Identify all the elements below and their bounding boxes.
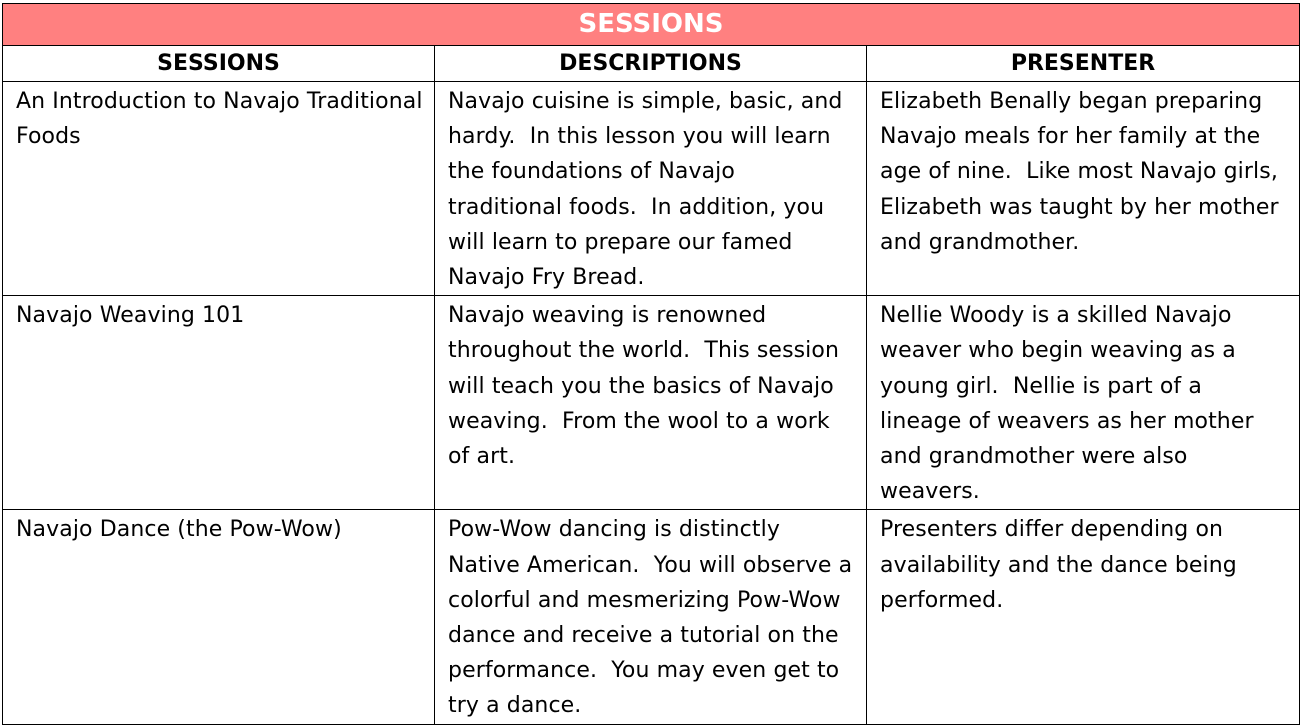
session-cell: Navajo Dance (the Pow-Wow)	[3, 510, 435, 724]
header-sessions: SESSIONS	[3, 46, 435, 82]
table-title: SESSIONS	[3, 4, 1300, 46]
sessions-table	[2, 3, 1300, 725]
presenter-cell: Nellie Woody is a skilled Navajo weaver who begin weaving as a young girl. Nellie is part of a lineage of weavers as her mother and grandmother were also weavers.	[867, 296, 1300, 510]
header-presenter: PRESENTER	[867, 46, 1300, 82]
table-row	[3, 510, 1300, 724]
header-descriptions: DESCRIPTIONS	[435, 46, 867, 82]
session-cell: An Introduction to Navajo Traditional Foods	[3, 82, 435, 296]
table-row	[3, 296, 1300, 510]
presenter-cell: Elizabeth Benally began preparing Navajo meals for her family at the age of nine. Like most Navajo girls, Elizabeth was taught by her mother and grandmother.	[867, 82, 1300, 296]
description-cell: Navajo cuisine is simple, basic, and hardy. In this lesson you will learn the foundations of Navajo traditional foods. In addition, you will learn to prepare our famed Navajo Fry Bread.	[435, 82, 867, 296]
description-cell: Pow-Wow dancing is distinctly Native American. You will observe a colorful and mesmerizing Pow-Wow dance and receive a tutorial on the performance. You may even get to try a dance.	[435, 510, 867, 724]
description-cell: Navajo weaving is renowned throughout the world. This session will teach you the basics of Navajo weaving. From the wool to a work of art.	[435, 296, 867, 510]
session-cell: Navajo Weaving 101	[3, 296, 435, 510]
presenter-cell: Presenters differ depending on availability and the dance being performed.	[867, 510, 1300, 724]
table-row	[3, 82, 1300, 296]
header-row	[3, 46, 1300, 82]
title-row	[3, 4, 1300, 46]
